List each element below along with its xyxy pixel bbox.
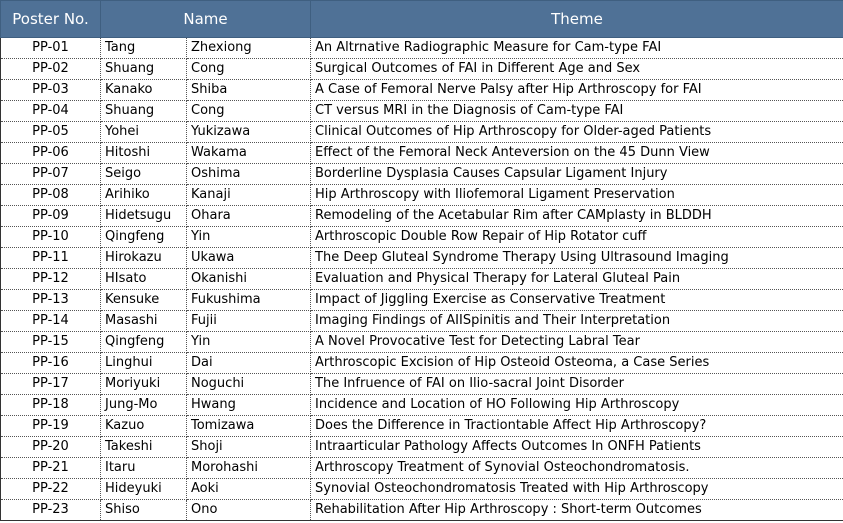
poster-no-cell: PP-05 [1, 122, 101, 143]
table-row [1, 185, 843, 206]
theme-cell: Rehabilitation After Hip Arthroscopy : Short-term Outcomes [311, 500, 843, 521]
last-name-cell: Yin [187, 332, 311, 353]
poster-no-cell: PP-13 [1, 290, 101, 311]
poster-no-cell: PP-10 [1, 227, 101, 248]
theme-cell: Intraarticular Pathology Affects Outcomes In ONFH Patients [311, 437, 843, 458]
last-name-cell: Shiba [187, 80, 311, 101]
last-name-cell: Aoki [187, 479, 311, 500]
theme-cell: Arthroscopy Treatment of Synovial Osteochondromatosis. [311, 458, 843, 479]
poster-no-cell: PP-09 [1, 206, 101, 227]
table-row [1, 122, 843, 143]
last-name-cell: Oshima [187, 164, 311, 185]
poster-no-cell: PP-19 [1, 416, 101, 437]
theme-cell: The Infruence of FAI on Ilio-sacral Joint Disorder [311, 374, 843, 395]
poster-no-cell: PP-06 [1, 143, 101, 164]
last-name-cell: Wakama [187, 143, 311, 164]
first-name-cell: Kensuke [101, 290, 187, 311]
poster-no-cell: PP-22 [1, 479, 101, 500]
theme-cell: Effect of the Femoral Neck Anteversion on the 45 Dunn View [311, 143, 843, 164]
table-row [1, 353, 843, 374]
table-row [1, 164, 843, 185]
first-name-cell: Qingfeng [101, 227, 187, 248]
last-name-cell: Dai [187, 353, 311, 374]
table-row [1, 80, 843, 101]
theme-cell: A Case of Femoral Nerve Palsy after Hip Arthroscopy for FAI [311, 80, 843, 101]
theme-cell: Synovial Osteochondromatosis Treated with Hip Arthroscopy [311, 479, 843, 500]
first-name-cell: Tang [101, 38, 187, 59]
table-row [1, 437, 843, 458]
first-name-cell: Kazuo [101, 416, 187, 437]
table-row [1, 290, 843, 311]
theme-cell: Arthroscopic Double Row Repair of Hip Rotator cuff [311, 227, 843, 248]
theme-cell: The Deep Gluteal Syndrome Therapy Using Ultrasound Imaging [311, 248, 843, 269]
first-name-cell: Qingfeng [101, 332, 187, 353]
theme-cell: Impact of Jiggling Exercise as Conservative Treatment [311, 290, 843, 311]
first-name-cell: Yohei [101, 122, 187, 143]
first-name-cell: HIsato [101, 269, 187, 290]
first-name-cell: Shiso [101, 500, 187, 521]
poster-no-cell: PP-11 [1, 248, 101, 269]
table-row [1, 101, 843, 122]
poster-no-cell: PP-03 [1, 80, 101, 101]
first-name-cell: Arihiko [101, 185, 187, 206]
table-row [1, 227, 843, 248]
poster-no-cell: PP-15 [1, 332, 101, 353]
poster-no-cell: PP-07 [1, 164, 101, 185]
last-name-cell: Kanaji [187, 185, 311, 206]
theme-cell: Does the Difference in Tractiontable Affect Hip Arthroscopy? [311, 416, 843, 437]
first-name-cell: Hidetsugu [101, 206, 187, 227]
table-row [1, 269, 843, 290]
first-name-cell: Takeshi [101, 437, 187, 458]
first-name-cell: Kanako [101, 80, 187, 101]
last-name-cell: Shoji [187, 437, 311, 458]
theme-cell: Surgical Outcomes of FAI in Different Age and Sex [311, 59, 843, 80]
theme-cell: Clinical Outcomes of Hip Arthroscopy for Older-aged Patients [311, 122, 843, 143]
last-name-cell: Fujii [187, 311, 311, 332]
theme-cell: Remodeling of the Acetabular Rim after CAMplasty in BLDDH [311, 206, 843, 227]
theme-cell: An Altrnative Radiographic Measure for Cam-type FAI [311, 38, 843, 59]
last-name-cell: Fukushima [187, 290, 311, 311]
table-row [1, 206, 843, 227]
first-name-cell: Shuang [101, 59, 187, 80]
poster-no-cell: PP-23 [1, 500, 101, 521]
theme-cell: Imaging Findings of AIISpinitis and Their Interpretation [311, 311, 843, 332]
first-name-cell: Moriyuki [101, 374, 187, 395]
header-row [1, 1, 843, 38]
table-body [1, 38, 843, 521]
last-name-cell: Okanishi [187, 269, 311, 290]
first-name-cell: Linghui [101, 353, 187, 374]
table-row [1, 500, 843, 521]
first-name-cell: Hitoshi [101, 143, 187, 164]
poster-no-cell: PP-04 [1, 101, 101, 122]
table-row [1, 59, 843, 80]
poster-no-cell: PP-08 [1, 185, 101, 206]
last-name-cell: Cong [187, 101, 311, 122]
theme-cell: Borderline Dysplasia Causes Capsular Ligament Injury [311, 164, 843, 185]
theme-cell: CT versus MRI in the Diagnosis of Cam-type FAI [311, 101, 843, 122]
last-name-cell: Noguchi [187, 374, 311, 395]
first-name-cell: Seigo [101, 164, 187, 185]
first-name-cell: Hideyuki [101, 479, 187, 500]
header-name: Name [101, 1, 311, 38]
theme-cell: Hip Arthroscopy with Iliofemoral Ligament Preservation [311, 185, 843, 206]
last-name-cell: Yin [187, 227, 311, 248]
header-poster-no: Poster No. [1, 1, 101, 38]
header-theme: Theme [311, 1, 843, 38]
last-name-cell: Zhexiong [187, 38, 311, 59]
poster-no-cell: PP-12 [1, 269, 101, 290]
table-row [1, 332, 843, 353]
theme-cell: Arthroscopic Excision of Hip Osteoid Osteoma, a Case Series [311, 353, 843, 374]
theme-cell: A Novel Provocative Test for Detecting Labral Tear [311, 332, 843, 353]
first-name-cell: Shuang [101, 101, 187, 122]
first-name-cell: Jung-Mo [101, 395, 187, 416]
first-name-cell: Itaru [101, 458, 187, 479]
last-name-cell: Ohara [187, 206, 311, 227]
theme-cell: Evaluation and Physical Therapy for Lateral Gluteal Pain [311, 269, 843, 290]
last-name-cell: Cong [187, 59, 311, 80]
poster-no-cell: PP-20 [1, 437, 101, 458]
table-row [1, 395, 843, 416]
poster-no-cell: PP-16 [1, 353, 101, 374]
table-row [1, 479, 843, 500]
table-row [1, 458, 843, 479]
last-name-cell: Morohashi [187, 458, 311, 479]
last-name-cell: Yukizawa [187, 122, 311, 143]
table-row [1, 248, 843, 269]
last-name-cell: Tomizawa [187, 416, 311, 437]
last-name-cell: Hwang [187, 395, 311, 416]
poster-no-cell: PP-02 [1, 59, 101, 80]
poster-no-cell: PP-18 [1, 395, 101, 416]
poster-no-cell: PP-21 [1, 458, 101, 479]
table-row [1, 143, 843, 164]
theme-cell: Incidence and Location of HO Following Hip Arthroscopy [311, 395, 843, 416]
table-row [1, 374, 843, 395]
table-row [1, 416, 843, 437]
table-row [1, 38, 843, 59]
poster-no-cell: PP-01 [1, 38, 101, 59]
last-name-cell: Ukawa [187, 248, 311, 269]
poster-no-cell: PP-14 [1, 311, 101, 332]
first-name-cell: Hirokazu [101, 248, 187, 269]
poster-no-cell: PP-17 [1, 374, 101, 395]
table-row [1, 311, 843, 332]
first-name-cell: Masashi [101, 311, 187, 332]
last-name-cell: Ono [187, 500, 311, 521]
